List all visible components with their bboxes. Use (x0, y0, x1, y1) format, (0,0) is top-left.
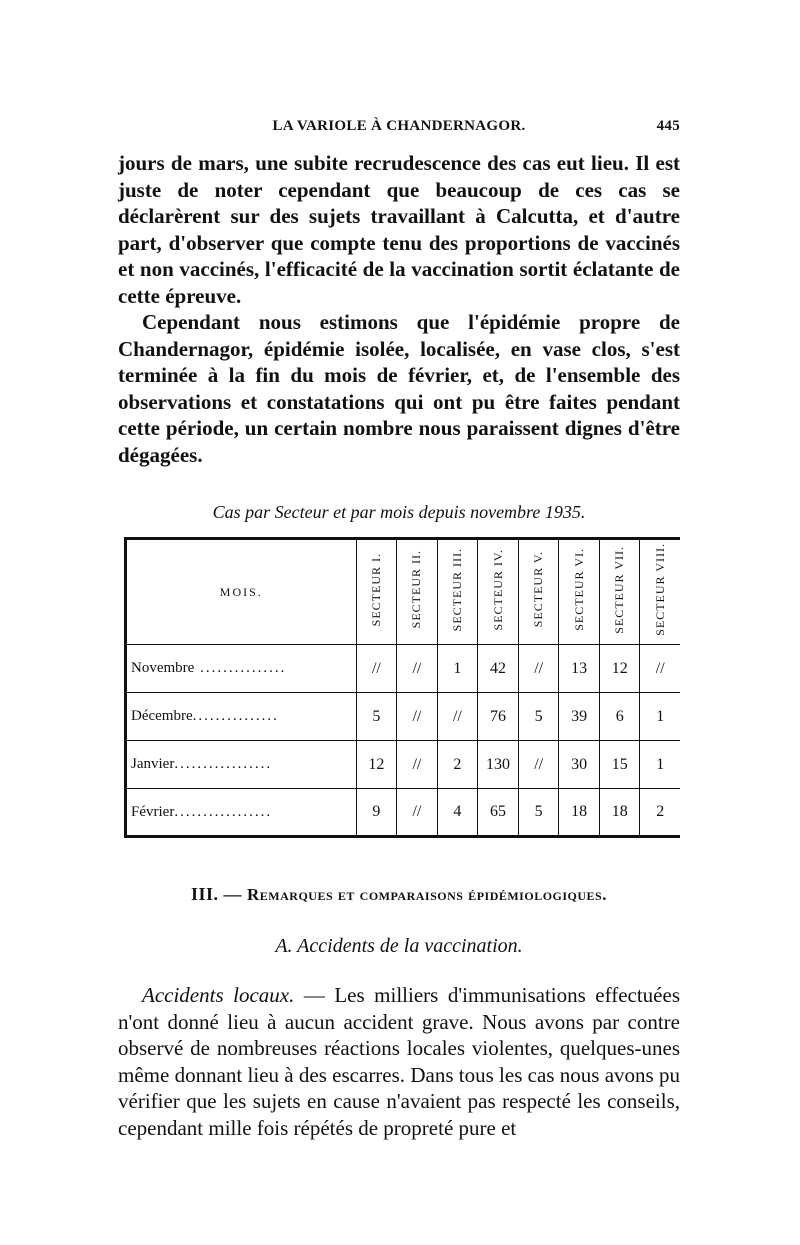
sector-header: SECTEUR VII. (599, 539, 640, 645)
sector-header: SECTEUR V. (518, 539, 559, 645)
table-cell: 18 (599, 789, 640, 837)
month-cell: Décembre............... (126, 693, 357, 741)
table-caption: Cas par Secteur et par mois depuis novembre 1935. (212, 502, 586, 522)
section-number: III. — (191, 884, 243, 904)
page-number: 445 (656, 118, 680, 134)
table-cell: 1 (640, 741, 680, 789)
table-row (126, 693, 681, 741)
table-cell: 65 (478, 789, 519, 837)
table-cell: 9 (356, 789, 397, 837)
table-cell: 76 (478, 693, 519, 741)
table-cell: // (640, 645, 680, 693)
table-cell: 15 (599, 741, 640, 789)
table-cell: 5 (518, 789, 559, 837)
section-title: Remarques et comparaisons épidémiologiques. (247, 885, 607, 904)
table-cell: 2 (640, 789, 680, 837)
subsection-title: A. Accidents de la vaccination. (275, 935, 523, 957)
paragraph-accidents (118, 982, 680, 1141)
table-cell: 42 (478, 645, 519, 693)
table-row (126, 645, 681, 693)
table-cell: // (397, 645, 438, 693)
month-cell: Novembre ............... (126, 645, 357, 693)
paragraph-lead: Accidents locaux. (142, 983, 295, 1007)
sector-header: SECTEUR III. (437, 539, 478, 645)
table-cell: // (518, 645, 559, 693)
table-cell: 5 (518, 693, 559, 741)
section-heading (118, 884, 680, 905)
table-cell: // (397, 741, 438, 789)
table-cell: 39 (559, 693, 600, 741)
month-column-header: MOIS. (219, 584, 263, 599)
sector-header: SECTEUR VIII. (640, 539, 680, 645)
table-cell: // (397, 789, 438, 837)
sector-header: SECTEUR VI. (559, 539, 600, 645)
table-cell: 4 (437, 789, 478, 837)
paragraph-1: jours de mars, une subite recrudescence des cas eut lieu. Il est juste de noter cependant que beaucoup de ces cas se déclarèrent sur des sujets travaillant à Calcutta, et d'autre part, d'observer que compte tenu des proportions de vaccinés et non vaccinés, l'efficacité de la vaccination sortit éclatante de cette épreuve. (118, 151, 680, 308)
table-cell: 1 (437, 645, 478, 693)
table-row (126, 789, 681, 837)
subsection-heading (118, 935, 680, 958)
running-title: LA VARIOLE À CHANDERNAGOR. (272, 118, 526, 134)
table-cell: 6 (599, 693, 640, 741)
table-cell: // (356, 645, 397, 693)
table-cell: 13 (559, 645, 600, 693)
table-cell: 130 (478, 741, 519, 789)
sector-header: SECTEUR II. (397, 539, 438, 645)
month-cell: Février................. (126, 789, 357, 837)
table-cell: // (518, 741, 559, 789)
table-cell: // (437, 693, 478, 741)
sector-header: SECTEUR I. (356, 539, 397, 645)
table-row (126, 741, 681, 789)
page (118, 110, 680, 1141)
cases-table (124, 537, 680, 838)
table-cell: 12 (356, 741, 397, 789)
paragraph-text: — Les milliers d'immunisations effectuées n'ont donné lieu à aucun accident grave. Nous avons par contre observé de nombreuses réactions locales violentes, quelques-unes même donnant lieu à des escarres. Dans tous les cas nous avons pu vérifier que les sujets en cause n'avaient pas respecté les conseils, cependant mille fois répétés de propreté pure et (118, 983, 680, 1140)
table-cell: 1 (640, 693, 680, 741)
table-cell: 2 (437, 741, 478, 789)
sector-header: SECTEUR IV. (478, 539, 519, 645)
table-cell: 12 (599, 645, 640, 693)
running-head (118, 110, 680, 150)
month-cell: Janvier................. (126, 741, 357, 789)
table-cell: 30 (559, 741, 600, 789)
table-cell: // (397, 693, 438, 741)
table-cell: 18 (559, 789, 600, 837)
table-cell: 5 (356, 693, 397, 741)
paragraph-2: Cependant nous estimons que l'épidémie propre de Chandernagor, épidémie isolée, localisée, en vase clos, s'est terminée à la fin du mois de février, et, de l'ensemble des observations et constatations qui ont pu être faites pendant cette période, un certain nombre nous paraissent dignes d'être dégagées. (118, 310, 680, 467)
table-header-row (126, 539, 681, 645)
